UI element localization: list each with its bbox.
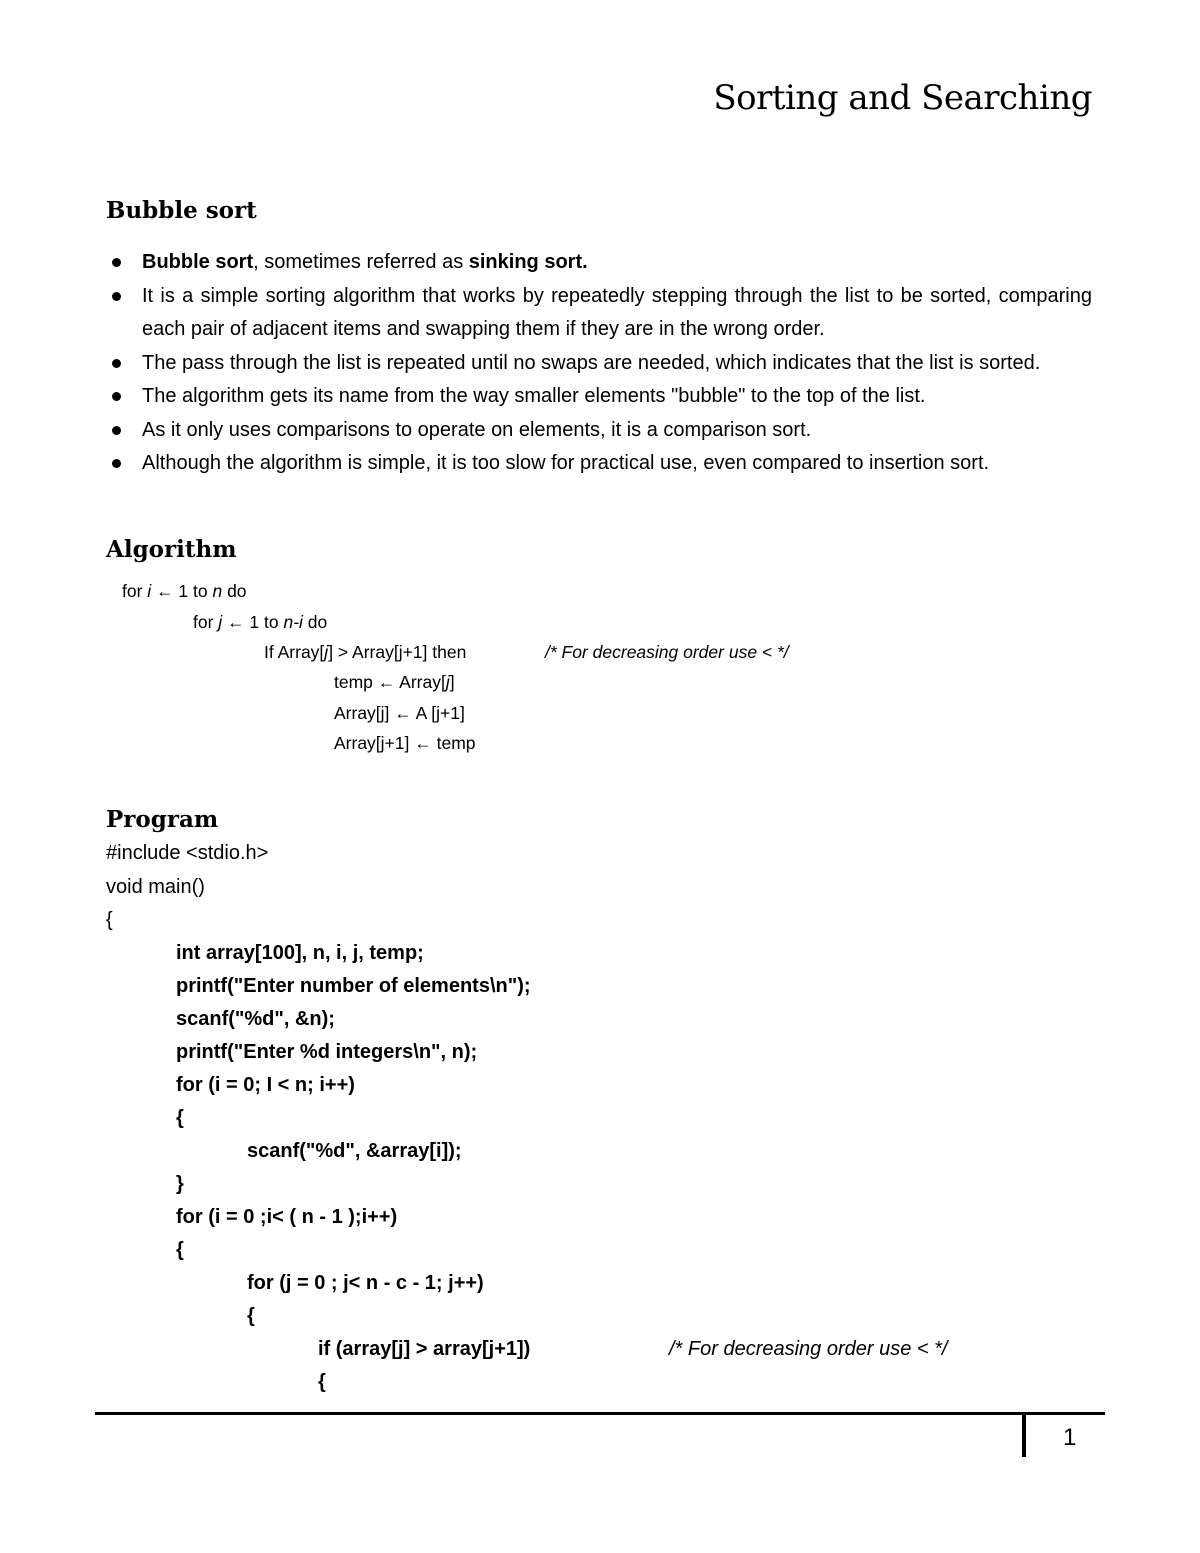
bullet-item: The pass through the list is repeated until no swaps are needed, which indicates that the list is sorted. [106,347,1092,381]
code-line: #include <stdio.h> [106,842,269,864]
code-line: if (array[j] > array[j+1]) [318,1338,531,1360]
code-line: void main() [106,876,205,898]
bullet-bold-term: Bubble sort [142,251,254,273]
bullet-item: Although the algorithm is simple, it is too slow for practical use, even compared to insertion sort. [106,447,1092,481]
code-line: { [247,1305,255,1327]
page-number: 1 [1063,1424,1077,1451]
bubble-sort-bullets [106,246,1092,481]
footer-rule [95,1412,1105,1415]
code-line: scanf("%d", &n); [176,1008,335,1030]
bullet-item: The algorithm gets its name from the way smaller elements "bubble" to the top of the list. [106,380,1092,414]
code-line: for (j = 0 ; j< n - c - 1; j++) [247,1272,484,1294]
bubble-sort-heading: Bubble sort [106,197,257,224]
algo-line: If Array[j] > Array[j+1] then [264,642,467,662]
code-line: { [176,1239,184,1261]
algo-line: for j ← 1 to n-i do [193,612,328,632]
algo-line: for i ← 1 to n do [122,581,247,601]
bullet-text: , sometimes referred as [253,251,469,273]
code-line: { [176,1107,184,1129]
algo-line: Array[j+1] ← temp [334,733,476,753]
bullet-item: It is a simple sorting algorithm that works by repeatedly stepping through the list to be sorted, comparing each pair of adjacent items and swapping them if they are in the wrong order. [106,280,1092,347]
footer-divider [1022,1415,1026,1457]
bullet-item [106,246,1092,280]
algo-line: Array[j] ← A [j+1] [334,703,465,723]
code-line: for (i = 0; I < n; i++) [176,1074,355,1096]
code-line: printf("Enter %d integers\n", n); [176,1041,478,1063]
code-line: { [106,909,113,931]
bullet-bold-term: sinking sort. [468,251,588,273]
algorithm-heading: Algorithm [106,536,237,563]
page-header-title: Sorting and Searching [713,78,1092,118]
code-line: for (i = 0 ;i< ( n - 1 );i++) [176,1206,398,1228]
code-comment: /* For decreasing order use < */ [669,1338,948,1360]
algo-comment: /* For decreasing order use < */ [545,642,789,662]
code-line: scanf("%d", &array[i]); [247,1140,462,1162]
code-line: { [318,1371,326,1393]
code-line: } [176,1173,184,1195]
program-heading: Program [106,806,219,833]
code-line: int array[100], n, i, j, temp; [176,942,424,964]
code-line: printf("Enter number of elements\n"); [176,975,531,997]
algo-line: temp ← Array[j] [334,672,455,692]
bullet-item: As it only uses comparisons to operate on elements, it is a comparison sort. [106,414,1092,448]
